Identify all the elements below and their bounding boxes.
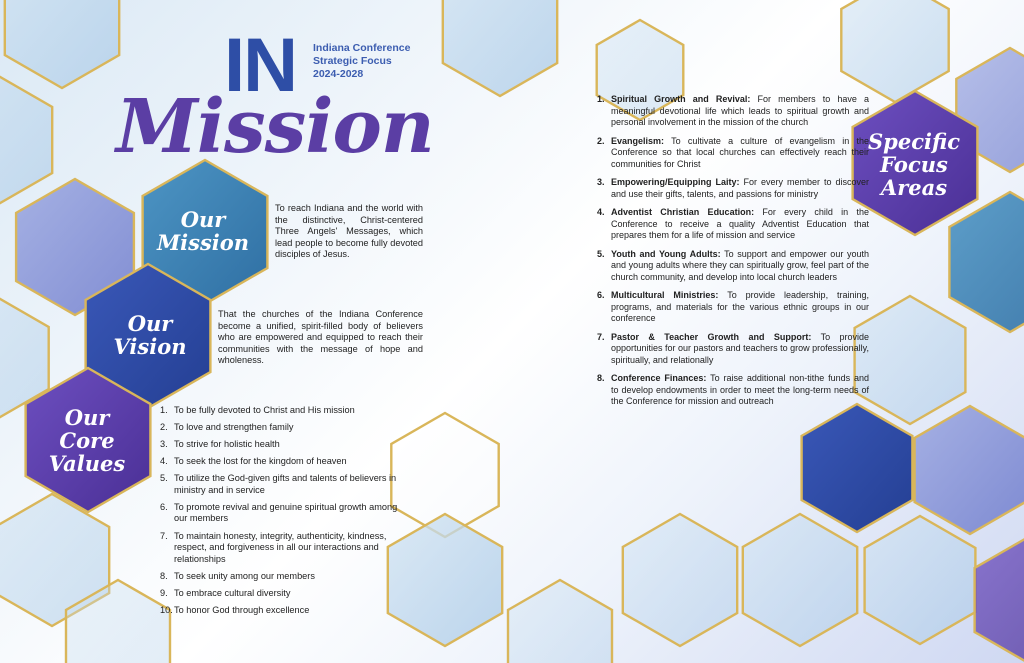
core-value-item bbox=[160, 456, 400, 468]
decorative-hexagon bbox=[975, 536, 1024, 663]
focus-area-description: To support and empower our youth and young adults where they can spiritually grow, feel part of the church community, and develop into local church leaders bbox=[611, 248, 869, 282]
decorative-hexagon bbox=[623, 514, 737, 646]
core-value-text: To honor God through excellence bbox=[174, 604, 310, 615]
focus-area-number: 5. bbox=[597, 248, 605, 259]
core-value-text: To maintain honesty, integrity, authenticity, kindness, respect, and forgiveness in all our interactions and relationships bbox=[174, 530, 387, 564]
focus-area-text bbox=[611, 290, 869, 325]
focus-area-description: For every child in the Conference to receive a quality Adventist Education that prepares them for a life of mission and service bbox=[611, 207, 869, 240]
focus-area-item bbox=[597, 373, 869, 408]
core-value-number: 8. bbox=[160, 570, 168, 581]
focus-area-description: To raise additional non-tithe funds and to develop endowments in order to meet the long-term needs of the Conference for mission and outreach bbox=[611, 373, 869, 406]
focus-area-item bbox=[597, 136, 869, 171]
focus-area-number: 6. bbox=[597, 290, 605, 300]
focus-area-number: 4. bbox=[597, 207, 605, 217]
title-org: Indiana Conference bbox=[313, 42, 411, 54]
title-in: IN bbox=[224, 23, 296, 108]
core-value-item bbox=[160, 531, 400, 566]
focus-area-number: 8. bbox=[597, 373, 605, 383]
title-meta bbox=[313, 42, 410, 81]
focus-heading-line3: Areas bbox=[880, 175, 948, 200]
core-value-number: 2. bbox=[160, 422, 168, 433]
mission-heading-line2: Mission bbox=[156, 230, 250, 255]
core-value-text: To seek the lost for the kingdom of heaven bbox=[174, 456, 347, 467]
core-value-item bbox=[160, 502, 400, 525]
core-value-text: To embrace cultural diversity bbox=[174, 587, 291, 598]
focus-area-text bbox=[611, 373, 869, 408]
focus-area-number: 3. bbox=[597, 177, 605, 187]
focus-area-title: Pastor & Teacher Growth and Support: bbox=[611, 331, 812, 342]
focus-area-number: 7. bbox=[597, 331, 605, 342]
mission-heading-line1: Our bbox=[180, 207, 226, 232]
focus-heading-line1: Specific bbox=[867, 129, 961, 154]
core-values-list bbox=[160, 405, 400, 622]
focus-area-item bbox=[597, 94, 869, 129]
focus-area-item bbox=[597, 177, 869, 200]
title-subtitle: Strategic Focus bbox=[313, 55, 392, 67]
title-mission: Mission bbox=[116, 84, 434, 170]
decorative-hexagon bbox=[855, 296, 966, 424]
core-value-text: To be fully devoted to Christ and His mission bbox=[174, 405, 355, 415]
focus-area-text bbox=[611, 94, 869, 129]
focus-area-title: Multicultural Ministries: bbox=[611, 290, 719, 300]
focus-area-description: For every member to discover and use their gifts, talents, and passions for ministry bbox=[611, 177, 869, 199]
focus-area-title: Empowering/Equipping Laity: bbox=[611, 177, 740, 187]
core-value-text: To utilize the God-given gifts and talents of believers in ministry and in service bbox=[174, 473, 397, 495]
core-value-text: To strive for holistic health bbox=[174, 439, 280, 450]
core-value-text: To love and strengthen family bbox=[174, 422, 294, 433]
focus-area-text bbox=[611, 136, 869, 171]
core-value-number: 6. bbox=[160, 501, 168, 512]
focus-area-title: Adventist Christian Education: bbox=[611, 207, 755, 217]
focus-area-item bbox=[597, 207, 869, 242]
vision-heading bbox=[90, 312, 210, 358]
focus-area-number: 1. bbox=[597, 94, 605, 104]
focus-area-title: Evangelism: bbox=[611, 135, 665, 146]
decorative-hexagon bbox=[802, 404, 913, 532]
core-value-item bbox=[160, 605, 400, 617]
core-value-number: 5. bbox=[160, 473, 168, 484]
focus-heading bbox=[856, 130, 972, 199]
focus-area-text bbox=[611, 207, 869, 242]
core-value-item bbox=[160, 439, 400, 451]
core-value-number: 3. bbox=[160, 439, 168, 450]
focus-area-item bbox=[597, 249, 869, 284]
core-value-number: 9. bbox=[160, 587, 168, 598]
focus-area-description: To provide leadership, training, programs, and materials for the various ethnic groups in our conference bbox=[611, 290, 869, 323]
core-values-heading-line1: Our bbox=[64, 405, 110, 430]
core-values-heading-line3: Values bbox=[48, 451, 126, 476]
core-value-text: To promote revival and genuine spiritual growth among our members bbox=[174, 501, 398, 524]
vision-text: That the churches of the Indiana Conference become a unified, spirit-filled body of believers who are empowered and equipped to reach their communities with the message of hope and wholeness. bbox=[218, 309, 423, 366]
vision-heading-line2: Vision bbox=[113, 334, 187, 359]
core-value-text: To seek unity among our members bbox=[174, 570, 315, 581]
decorative-hexagon bbox=[949, 192, 1024, 332]
focus-area-description: To provide opportunities for our pastors and teachers to grow professionally, spiritually, and relationally bbox=[611, 331, 869, 365]
decorative-hexagon bbox=[865, 516, 976, 644]
decorative-hexagon bbox=[915, 406, 1024, 534]
decorative-hexagon bbox=[5, 0, 119, 88]
focus-area-text bbox=[611, 177, 869, 200]
focus-area-text bbox=[611, 249, 869, 284]
core-value-number: 4. bbox=[160, 456, 168, 467]
title-years: 2024-2028 bbox=[313, 68, 364, 80]
core-value-item bbox=[160, 473, 400, 496]
core-value-number: 10. bbox=[160, 604, 173, 615]
core-value-item bbox=[160, 588, 400, 600]
decorative-hexagon bbox=[508, 580, 612, 663]
decorative-hexagon bbox=[0, 74, 52, 206]
focus-area-text bbox=[611, 332, 869, 367]
focus-area-title: Youth and Young Adults: bbox=[611, 248, 721, 259]
core-value-item bbox=[160, 405, 400, 417]
focus-areas-list bbox=[597, 94, 869, 415]
focus-area-item bbox=[597, 332, 869, 367]
focus-area-description: To cultivate a culture of evangelism in the Conference so that local churches can effectively reach their communities for Christ bbox=[611, 135, 869, 169]
focus-area-title: Conference Finances: bbox=[611, 373, 707, 383]
decorative-hexagon bbox=[743, 514, 857, 646]
core-value-number: 7. bbox=[160, 530, 168, 541]
decorative-hexagon bbox=[841, 0, 948, 102]
core-value-item bbox=[160, 571, 400, 583]
focus-area-number: 2. bbox=[597, 135, 605, 146]
focus-heading-line2: Focus bbox=[880, 152, 948, 177]
mission-heading bbox=[148, 208, 258, 254]
core-value-item bbox=[160, 422, 400, 434]
core-value-number: 1. bbox=[160, 405, 168, 415]
vision-heading-line1: Our bbox=[127, 311, 173, 336]
core-values-heading-line2: Core bbox=[59, 428, 115, 453]
decorative-hexagon bbox=[388, 514, 502, 646]
focus-area-title: Spiritual Growth and Revival: bbox=[611, 94, 751, 104]
mission-text: To reach Indiana and the world with the distinctive, Christ-centered Three Angels' Messages, which lead people to become fully devoted disciples of Jesus. bbox=[275, 203, 423, 260]
focus-area-item bbox=[597, 290, 869, 325]
focus-area-description: For members to have a meaningful devotional life which leads to spiritual growth and personal involvement in the mission of the church bbox=[611, 94, 869, 127]
decorative-hexagon bbox=[443, 0, 557, 96]
core-values-heading bbox=[32, 406, 142, 475]
